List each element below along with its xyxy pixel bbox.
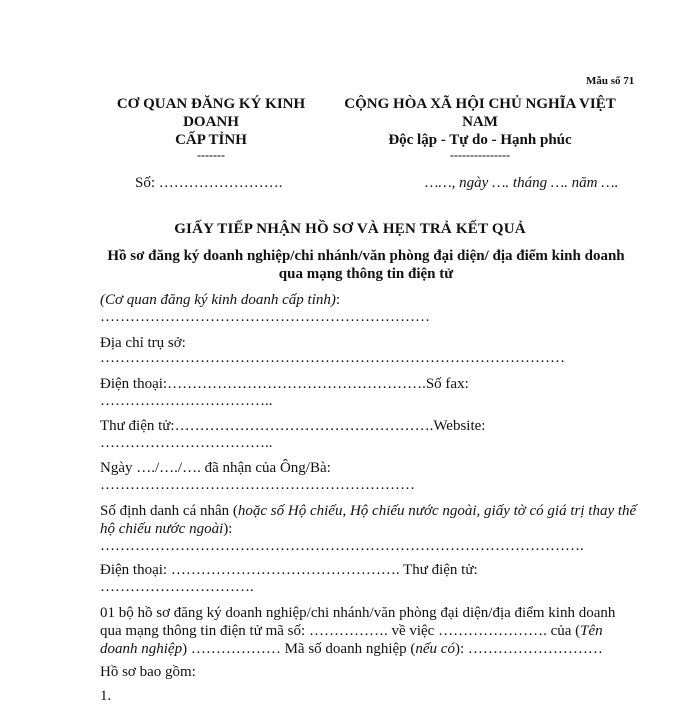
if-any-hint: nếu có	[415, 641, 455, 657]
address-dots: …………………………………………………………………………………	[100, 350, 565, 366]
received-from-line: Ngày …./…./…. đã nhận của Ông/Bà:	[100, 460, 331, 476]
form-number: Mẫu số 71	[586, 75, 635, 87]
issuing-agency	[96, 95, 326, 161]
personal-id-start: Số định danh cá nhân (	[100, 503, 238, 519]
personal-id-italic: hoặc số Hộ chiếu, Hộ chiếu nước ngoài, giấy tờ có giá trị thay thế hộ chiếu nước ngoài	[100, 503, 637, 537]
personal-id-end: ):	[223, 521, 233, 537]
company-name-hint: Tên doanh nghiệp	[100, 623, 603, 657]
email-dots: ………………………….	[100, 579, 254, 595]
dossier-includes-label: Hồ sơ bao gồm:	[100, 664, 196, 680]
agency-rule: -------	[197, 148, 225, 162]
agency-field-colon: :	[335, 292, 341, 308]
dossier-text-end: ): ………………………	[454, 641, 603, 657]
national-header	[330, 95, 630, 161]
fax-dots: ……………………………..	[100, 393, 273, 409]
address-label: Địa chỉ trụ sở:	[100, 335, 186, 351]
website-dots: ……………………………..	[100, 435, 273, 451]
dossier-text-start: 01 bộ hồ sơ đăng ký doanh nghiệp/chi nhánh/văn phòng đại diện/địa điểm kinh doanh qua mạng thông tin điện tử mã số: ……………. về việc …………………. của (	[100, 605, 616, 639]
document-date: ……, ngày …. tháng …. năm ….	[425, 175, 619, 191]
document-title: GIẤY TIẾP NHẬN HỒ SƠ VÀ HẸN TRẢ KẾT QUẢ	[174, 221, 526, 237]
dossier-paragraph	[100, 604, 640, 658]
personal-id-dots: …………………………………………………………………………………….	[100, 538, 584, 554]
personal-id-label	[100, 502, 640, 538]
document-number: Số: …………………….	[135, 175, 283, 191]
phone-email-line: Điện thoại: ………………………………………. Thư điện tử:	[100, 562, 478, 578]
agency-level: CẤP TỈNH	[175, 132, 247, 148]
document-subtitle: Hồ sơ đăng ký doanh nghiệp/chi nhánh/văn phòng đại diện/ địa điểm kinh doanh qua mạng thông tin điện tử	[107, 248, 625, 282]
republic-name: CỘNG HÒA XÃ HỘI CHỦ NGHĨA VIỆT NAM	[344, 96, 616, 130]
email-website-line: Thư điện tử:…………………………………………….Website:	[100, 418, 486, 434]
agency-field-dots: …………………………………………………………	[100, 309, 430, 325]
agency-field-italic: (Cơ quan đăng ký kinh doanh cấp tỉnh)	[100, 292, 336, 308]
dossier-text-mid: ) ……………… Mã số doanh nghiệp (	[182, 641, 416, 657]
national-motto: Độc lập - Tự do - Hạnh phúc	[388, 132, 572, 148]
dossier-item-1: 1.	[100, 688, 112, 704]
agency-field-label	[100, 292, 340, 309]
phone-fax-line: Điện thoại:…………………………………………….Số fax:	[100, 376, 469, 392]
motto-rule: ---------------	[450, 148, 510, 162]
agency-name: CƠ QUAN ĐĂNG KÝ KINH DOANH	[116, 96, 306, 130]
received-from-dots: ………………………………………………………	[100, 477, 415, 493]
